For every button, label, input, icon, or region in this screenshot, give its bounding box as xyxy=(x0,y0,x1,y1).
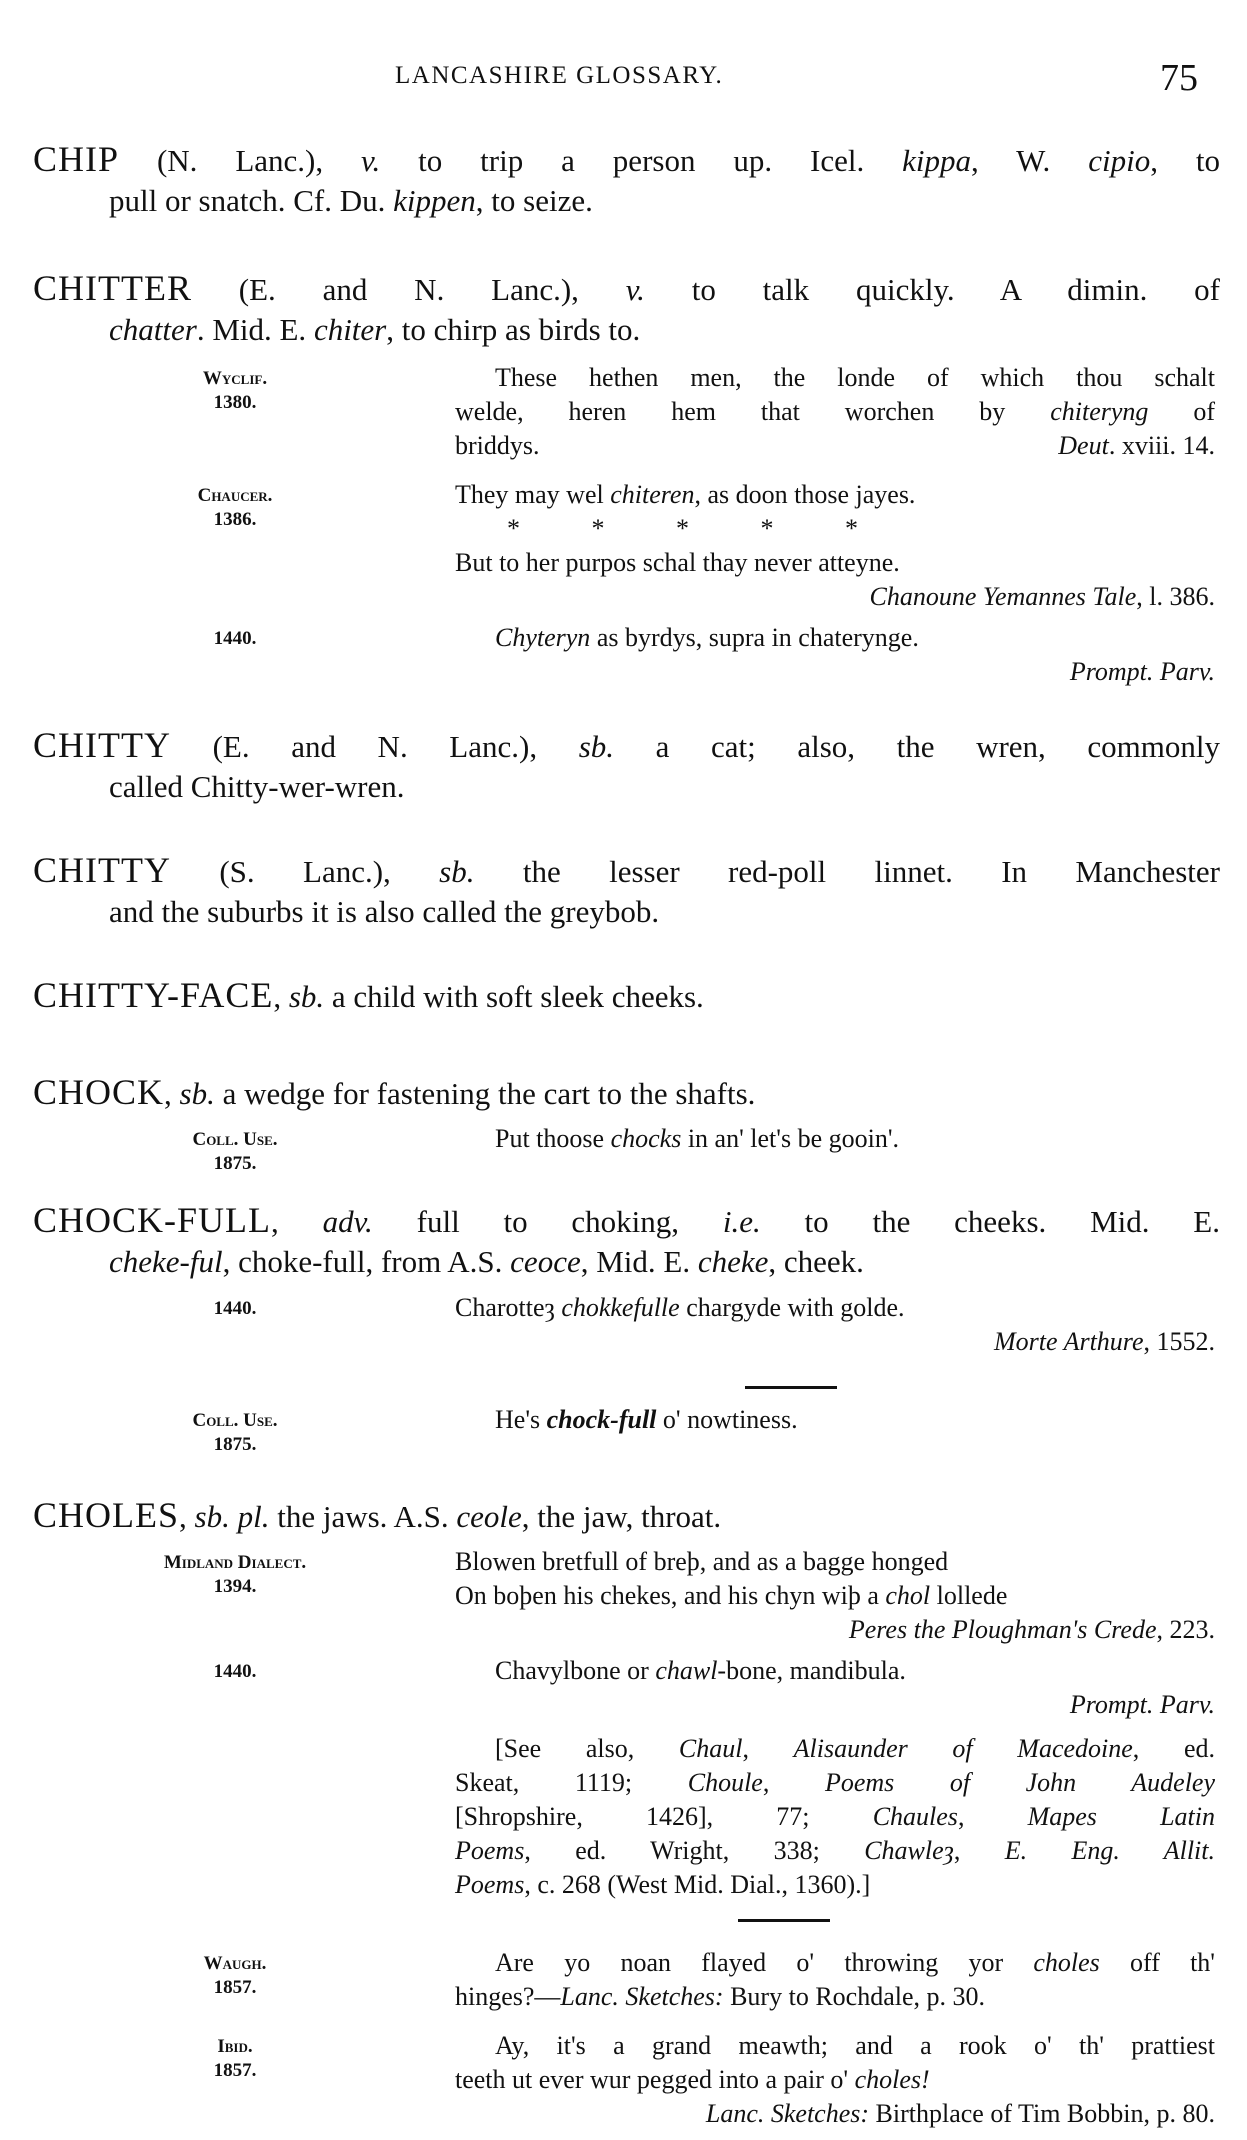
glossary-entry xyxy=(33,975,1220,1017)
text: Bury to Rochdale, p. 30. xyxy=(723,1982,986,2011)
text-line xyxy=(455,1654,1215,1688)
text: [See also, xyxy=(495,1734,679,1763)
text-line xyxy=(455,1732,1215,1766)
text-line xyxy=(33,139,1220,181)
text: (N. Lanc.), xyxy=(119,143,362,178)
text: , xyxy=(957,1802,1028,1831)
italic-text: cheke xyxy=(697,1244,769,1279)
text: , 1552. xyxy=(1143,1327,1215,1356)
text-line xyxy=(33,767,1220,807)
text: , ed. xyxy=(1132,1734,1215,1763)
text: (E. and N. Lanc.), xyxy=(191,272,626,307)
source-year: 1875. xyxy=(213,1153,257,1174)
italic-text: choles xyxy=(1033,1948,1100,1977)
italic-text: chocks xyxy=(610,1124,682,1153)
source-year: 1380. xyxy=(213,392,257,413)
italic-text: cheke-ful xyxy=(109,1244,223,1279)
headword: CHITTER xyxy=(33,268,192,308)
text: the lesser red-poll linnet. In Manchester xyxy=(474,854,1220,889)
italic-text: Poems of John Audeley xyxy=(824,1768,1216,1797)
text: On boþen his chekes, and his chyn wiþ a xyxy=(455,1581,886,1610)
text: * * * * * xyxy=(455,514,858,543)
italic-text: Poems xyxy=(455,1870,525,1899)
text: Ay, it's a grand meawth; and a rook o' th' prattiest xyxy=(495,2031,1215,2060)
text-line xyxy=(33,725,1220,767)
text: [Shropshire, 1426], 77; xyxy=(455,1802,873,1831)
italic-text: v. xyxy=(625,272,645,307)
italic-text: Chaul xyxy=(678,1734,743,1763)
source-author: Coll. Use. xyxy=(192,1410,278,1431)
text: Birthplace of Tim Bobbin, p. 80. xyxy=(869,2099,1215,2128)
headword: CHOLES xyxy=(33,1495,180,1535)
text: Put thoose xyxy=(495,1124,611,1153)
text: He's xyxy=(495,1405,547,1434)
italic-text: Poems xyxy=(455,1836,525,1865)
source-author: Waugh. xyxy=(203,1953,267,1974)
text: of xyxy=(1148,397,1215,426)
text: in an' let's be gooin'. xyxy=(681,1124,900,1153)
italic-text: cipio xyxy=(1088,143,1151,178)
italic-text: Choule xyxy=(687,1768,763,1797)
text: (E. and N. Lanc.), xyxy=(170,729,579,764)
text-line xyxy=(33,310,1220,350)
reference xyxy=(1058,429,1215,463)
text: Charotteȝ xyxy=(455,1293,562,1322)
italic-text: Chyteryn xyxy=(495,623,591,652)
text: lollede xyxy=(930,1581,1008,1610)
text-line xyxy=(33,975,1220,1017)
italic-text: ceole xyxy=(456,1499,522,1534)
text: o' nowtiness. xyxy=(656,1405,798,1434)
italic-text: chawl xyxy=(655,1656,718,1685)
citation-source xyxy=(100,1952,370,2000)
citation-quote xyxy=(455,1403,1215,1437)
text: , xyxy=(179,1499,195,1534)
glossary-entry xyxy=(33,1072,1220,1114)
citation-quote xyxy=(455,1732,1215,1902)
glossary-entry xyxy=(33,725,1220,807)
citation-quote xyxy=(455,478,1215,614)
headword: CHITTY xyxy=(33,725,171,765)
italic-text: Chaules xyxy=(872,1802,958,1831)
italic-text: sb. xyxy=(439,854,475,889)
italic-text: sb. pl. xyxy=(194,1499,270,1534)
text: , l. 386. xyxy=(1136,582,1215,611)
text: , Mid. E. xyxy=(580,1244,698,1279)
source-author: Coll. Use. xyxy=(192,1129,278,1150)
italic-text: Mapes Latin xyxy=(1027,1802,1215,1831)
source-year: 1386. xyxy=(213,509,257,530)
text: as byrdys, supra in chaterynge. xyxy=(590,623,919,652)
headword: CHITTY-FACE xyxy=(33,975,274,1015)
text-line xyxy=(455,621,1215,655)
italic-text: kippen xyxy=(393,183,476,218)
source-year: 1857. xyxy=(213,1977,257,1998)
text-line xyxy=(455,1291,1215,1325)
text-line xyxy=(33,1242,1220,1282)
text: , xyxy=(164,1076,180,1111)
section-divider xyxy=(738,1919,830,1922)
italic-text: Morte Arthure xyxy=(994,1327,1144,1356)
text-line xyxy=(33,268,1220,310)
glossary-entry xyxy=(33,139,1220,221)
text: Are yo noan flayed o' throwing yor xyxy=(495,1948,1034,1977)
citation-quote xyxy=(455,1946,1215,2014)
citation-source xyxy=(100,484,370,532)
text: . Mid. E. xyxy=(196,312,314,347)
glossary-entry xyxy=(33,1200,1220,1282)
section-divider xyxy=(745,1386,837,1389)
text: Chavylbone or xyxy=(495,1656,656,1685)
text: , cheek. xyxy=(768,1244,864,1279)
source-year: 1440. xyxy=(213,1661,257,1682)
italic-text: Deut xyxy=(1058,431,1109,460)
text: a wedge for fastening the cart to the shafts. xyxy=(214,1076,756,1111)
text: and the suburbs it is also called the greybob. xyxy=(109,894,660,929)
italic-text: Alisaunder of Macedoine xyxy=(793,1734,1133,1763)
text: , xyxy=(271,1204,323,1239)
text: , xyxy=(273,979,289,1014)
text: called Chitty-wer-wren. xyxy=(109,769,405,804)
source-author: Chaucer. xyxy=(197,485,273,506)
citation-source xyxy=(100,1409,370,1457)
text: , c. 268 (West Mid. Dial., 1360).] xyxy=(524,1870,871,1899)
italic-text: sb. xyxy=(179,1076,215,1111)
text: But to her purpos schal thay never atteyne. xyxy=(455,548,900,577)
italic-text: Prompt. Parv. xyxy=(1069,657,1215,686)
citation-quote xyxy=(455,1654,1215,1722)
text: to talk quickly. A dimin. of xyxy=(644,272,1220,307)
text: to the cheeks. Mid. E. xyxy=(760,1204,1220,1239)
text: , the jaw, throat. xyxy=(521,1499,722,1534)
text: , to chirp as birds to. xyxy=(386,312,641,347)
text-line xyxy=(455,361,1215,395)
text-line xyxy=(455,1946,1215,1980)
text-line xyxy=(455,546,1215,580)
headword: CHOCK-FULL xyxy=(33,1200,272,1240)
text-line xyxy=(455,580,1215,614)
text-line xyxy=(455,1800,1215,1834)
text-line xyxy=(455,2097,1215,2131)
text-line xyxy=(455,512,1215,546)
italic-text: Chawleȝ xyxy=(864,1836,954,1865)
text-line xyxy=(455,1579,1215,1613)
citation-source xyxy=(100,1660,370,1684)
citation-source xyxy=(100,627,370,651)
text-line xyxy=(455,1766,1215,1800)
text: , to xyxy=(1150,143,1220,178)
text-line xyxy=(455,1122,1215,1156)
text-line xyxy=(455,395,1215,429)
italic-text: sb. xyxy=(578,729,615,764)
source-author: Wyclif. xyxy=(202,368,268,389)
citation-quote xyxy=(455,1545,1215,1647)
italic-text: chokkefulle xyxy=(561,1293,680,1322)
text: Skeat, 1119; xyxy=(455,1768,688,1797)
citation-source xyxy=(100,2035,370,2083)
italic-text: Prompt. Parv. xyxy=(1069,1690,1215,1719)
citation-source xyxy=(100,1551,370,1599)
text-line xyxy=(455,1834,1215,1868)
source-year: 1857. xyxy=(213,2060,257,2081)
italic-text: chiteryng xyxy=(1050,397,1149,426)
text-line xyxy=(455,2063,1215,2097)
text-line xyxy=(455,1325,1215,1359)
italic-text: ceoce xyxy=(510,1244,581,1279)
text-line xyxy=(455,1688,1215,1722)
citation-quote xyxy=(455,621,1215,689)
text-line xyxy=(455,1980,1215,2014)
line-left xyxy=(455,429,540,463)
italic-text: Lanc. Sketches: xyxy=(705,2099,870,2128)
italic-text: chiteren xyxy=(610,480,695,509)
text: , 223. xyxy=(1156,1615,1215,1644)
text: , choke-full, from A.S. xyxy=(222,1244,511,1279)
source-year: 1440. xyxy=(213,628,257,649)
text: the jaws. A.S. xyxy=(269,1499,457,1534)
text: a cat; also, the wren, commonly xyxy=(614,729,1220,764)
citation-quote xyxy=(455,361,1215,463)
text-line xyxy=(33,1495,1220,1537)
text-line xyxy=(455,2029,1215,2063)
text: , xyxy=(762,1768,825,1797)
text: full to choking, xyxy=(372,1204,723,1239)
text: , ed. Wright, 338; xyxy=(524,1836,865,1865)
text: Blowen bretfull of breþ, and as a bagge honged xyxy=(455,1547,949,1576)
citation-quote xyxy=(455,2029,1215,2131)
headword: CHOCK xyxy=(33,1072,165,1112)
source-author: Ibid. xyxy=(217,2036,253,2057)
glossary-entry xyxy=(33,1495,1220,1537)
text: to trip a person up. Icel. xyxy=(380,143,903,178)
text-line xyxy=(33,1200,1220,1242)
text-line xyxy=(33,850,1220,892)
headword: CHITTY xyxy=(33,850,171,890)
italic-text: choles! xyxy=(854,2065,930,2094)
italic-text: Lanc. Sketches: xyxy=(560,1982,724,2011)
text-line xyxy=(455,478,1215,512)
citation-source xyxy=(100,367,370,415)
page-number: 75 xyxy=(1160,57,1198,99)
citation-source xyxy=(100,1297,370,1321)
source-year: 1875. xyxy=(213,1434,257,1455)
text: -bone, mandibula. xyxy=(717,1656,906,1685)
text-line xyxy=(455,655,1215,689)
text: welde, heren hem that worchen by xyxy=(455,397,1051,426)
text: pull or snatch. Cf. Du. xyxy=(109,183,394,218)
text-line xyxy=(455,1545,1215,1579)
running-title: LANCASHIRE GLOSSARY. xyxy=(395,62,724,89)
text: chargyde with golde. xyxy=(679,1293,905,1322)
citation-quote xyxy=(455,1291,1215,1359)
glossary-entry xyxy=(33,268,1220,350)
text: , xyxy=(953,1836,1005,1865)
citation-source xyxy=(100,1128,370,1176)
italic-text: kippa xyxy=(902,143,972,178)
text-line xyxy=(455,429,1215,463)
italic-text: chol xyxy=(885,1581,931,1610)
italic-text: chatter xyxy=(109,312,197,347)
text: These hethen men, the londe of which thou schalt xyxy=(495,363,1215,392)
text-line xyxy=(455,1613,1215,1647)
source-year: 1394. xyxy=(213,1576,257,1597)
italic-text: Peres the Ploughman's Crede xyxy=(848,1615,1157,1644)
text: . xviii. 14. xyxy=(1108,431,1215,460)
glossary-entry xyxy=(33,850,1220,932)
italic-text: adv. xyxy=(322,1204,373,1239)
text: , to seize. xyxy=(475,183,593,218)
text-line xyxy=(33,892,1220,932)
italic-text: chiter xyxy=(313,312,387,347)
source-author: Midland Dialect. xyxy=(163,1552,307,1573)
headword: CHIP xyxy=(33,139,120,179)
text: briddys. xyxy=(455,431,540,460)
text-line xyxy=(455,1403,1215,1437)
text-line xyxy=(33,1072,1220,1114)
italic-text: sb. xyxy=(288,979,325,1014)
page-header xyxy=(0,57,1247,102)
source-year: 1440. xyxy=(213,1298,257,1319)
text-line xyxy=(455,1868,1215,1902)
text: hinges?— xyxy=(455,1982,561,2011)
text-line xyxy=(33,181,1220,221)
text: , as doon those jayes. xyxy=(694,480,916,509)
italic-text: v. xyxy=(361,143,381,178)
text: , xyxy=(742,1734,794,1763)
text: a child with soft sleek cheeks. xyxy=(324,979,704,1014)
text: (S. Lanc.), xyxy=(170,854,440,889)
italic-text: Chanoune Yemannes Tale xyxy=(869,582,1137,611)
text: They may wel xyxy=(455,480,611,509)
text: , W. xyxy=(971,143,1089,178)
text: off th' xyxy=(1099,1948,1215,1977)
citation-quote xyxy=(455,1122,1215,1156)
text: teeth ut ever wur pegged into a pair o' xyxy=(455,2065,855,2094)
italic-text: i.e. xyxy=(722,1204,761,1239)
italic-text: chock-full xyxy=(546,1405,657,1434)
italic-text: E. Eng. Allit. xyxy=(1004,1836,1216,1865)
